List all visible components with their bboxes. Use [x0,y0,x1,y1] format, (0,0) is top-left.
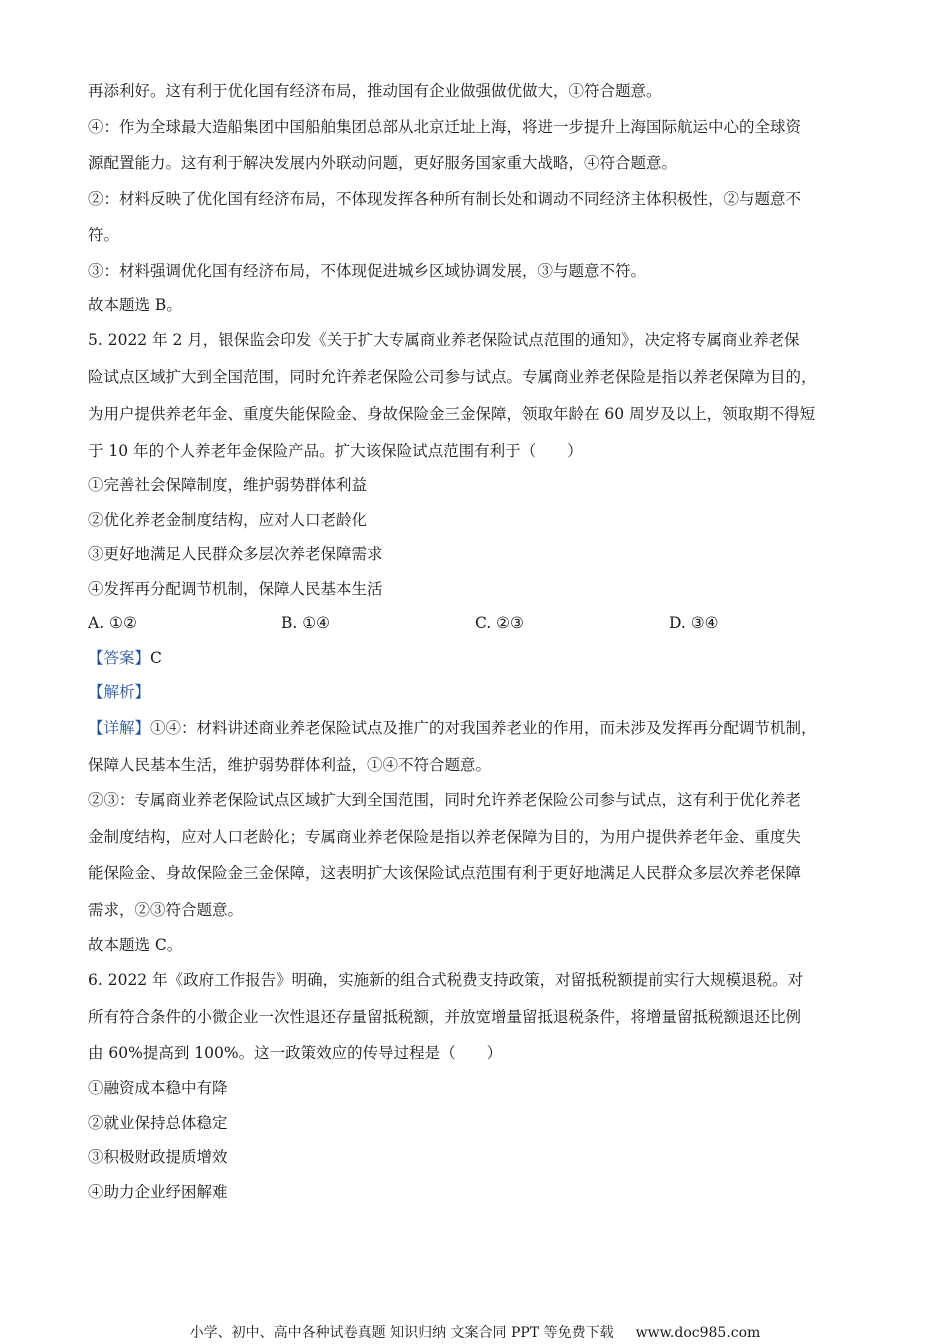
choice-item: ①完善社会保障制度，维护弱势群体利益 [88,476,368,494]
detail-line [88,718,868,738]
question-stem-line: 险试点区域扩大到全国范围，同时允许养老保险公司参与试点。专属商业养老保险是指以养老保障为目的， [88,368,817,386]
question-stem-line: 为用户提供养老年金、重度失能保险金、身故保险金三金保障，领取年龄在 60 周岁及以上，领取期不得短 [88,405,816,423]
choice-item: ③更好地满足人民群众多层次养老保障需求 [88,545,383,563]
option-c: C. ②③ [475,614,524,632]
detail-text: ①④：材料讲述商业养老保险试点及推广的对我国养老业的作用，而未涉及发挥再分配调节机制， [150,719,817,737]
option-d: D. ③④ [669,614,719,632]
choice-item: ②就业保持总体稳定 [88,1114,228,1132]
question-stem-line: 6. 2022 年《政府工作报告》明确，实施新的组合式税费支持政策，对留抵税额提前实行大规模退税。对 [88,971,804,989]
choice-item: ②优化养老金制度结构，应对人口老龄化 [88,511,368,529]
text-line: ④：作为全球最大造船集团中国船舶集团总部从北京迁址上海，将进一步提升上海国际航运中心的全球资 [88,118,802,136]
choice-item: ④发挥再分配调节机制，保障人民基本生活 [88,580,383,598]
detail-line: 金制度结构，应对人口老龄化；专属商业养老保险是指以养老保障为目的，为用户提供养老年金、重度失 [88,828,802,846]
detail-line: 故本题选 C。 [88,936,183,954]
choice-item: ③积极财政提质增效 [88,1148,228,1166]
answer-tag: 【答案】 [88,649,151,667]
text-line: 故本题选 B。 [88,296,182,314]
option-a: A. ①② [88,614,137,632]
page-footer [0,1324,950,1342]
choice-item: ④助力企业纾困解难 [88,1183,228,1201]
text-line: 符。 [88,226,120,244]
analysis-line [88,682,868,702]
analysis-tag: 【解析】 [88,683,151,701]
answer-line [88,648,868,668]
answer-value: C [150,649,162,667]
footer-text: 小学、初中、高中各种试卷真题 知识归纳 文案合同 PPT 等免费下载 [189,1325,614,1341]
footer-link[interactable]: www.doc985.com [635,1325,761,1341]
text-line: ②：材料反映了优化国有经济布局，不体现发挥各种所有制长处和调动不同经济主体积极性，②与题意不 [88,190,802,208]
choice-item: ①融资成本稳中有降 [88,1079,228,1097]
text-line: 再添利好。这有利于优化国有经济布局，推动国有企业做强做优做大，①符合题意。 [88,82,662,100]
detail-tag: 【详解】 [88,719,151,737]
detail-line: 保障人民基本生活，维护弱势群体利益，①④不符合题意。 [88,756,492,774]
option-b: B. ①④ [281,614,331,632]
question-stem-line: 由 60%提高到 100%。这一政策效应的传导过程是（ ） [88,1044,503,1062]
detail-line: ②③：专属商业养老保险试点区域扩大到全国范围，同时允许养老保险公司参与试点，这有利于优化养老 [88,791,802,809]
text-line: 源配置能力。这有利于解决发展内外联动问题，更好服务国家重大战略，④符合题意。 [88,154,678,172]
detail-line: 需求，②③符合题意。 [88,901,244,919]
question-stem-line: 5. 2022 年 2 月，银保监会印发《关于扩大专属商业养老保险试点范围的通知》，决定将专属商业养老保 [88,331,800,349]
detail-line: 能保险金、身故保险金三金保障，这表明扩大该保险试点范围有利于更好地满足人民群众多层次养老保障 [88,864,802,882]
question-stem-line: 于 10 年的个人养老年金保险产品。扩大该保险试点范围有利于（ ） [88,442,583,460]
text-line: ③：材料强调优化国有经济布局，不体现促进城乡区域协调发展，③与题意不符。 [88,262,647,280]
question-stem-line: 所有符合条件的小微企业一次性退还存量留抵税额，并放宽增量留抵退税条件，将增量留抵税额退还比例 [88,1008,802,1026]
